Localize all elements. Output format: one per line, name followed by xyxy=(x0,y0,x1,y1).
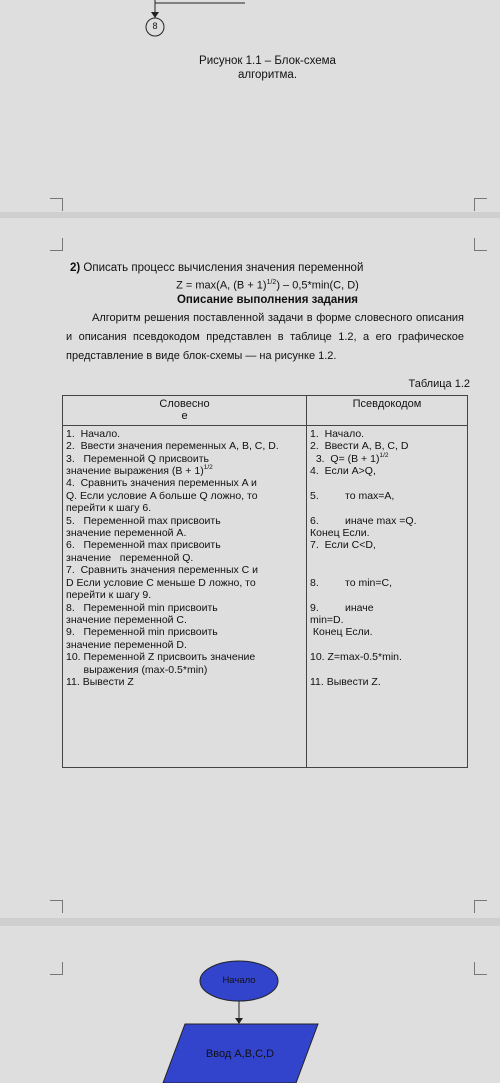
table-line-blank xyxy=(310,564,464,576)
table-line: 10. Z=max-0.5*min. xyxy=(310,651,402,664)
table-line: 8. то min=C, xyxy=(310,576,393,589)
table-line: 5. то max=A, xyxy=(310,489,395,502)
verbal-cell xyxy=(63,425,307,767)
corner-mark xyxy=(474,198,487,211)
table-line: 3. Переменной Q присвоить xyxy=(66,452,210,465)
pseudocode-cell xyxy=(307,425,468,767)
table-line-blank xyxy=(310,477,464,489)
header-verbal-line1: Словесно xyxy=(159,398,210,410)
figure-caption-line1: Рисунок 1.1 – Блок-схема xyxy=(199,55,336,67)
corner-mark xyxy=(50,238,63,251)
table-line: 7. Сравнить значения переменных C и xyxy=(66,564,259,577)
page-1 xyxy=(0,0,500,212)
table-caption: Таблица 1.2 xyxy=(408,378,470,390)
table-line: 10. Переменной Z присвоить значение xyxy=(66,651,256,664)
table-line: 11. Вывести Z xyxy=(66,675,134,688)
table-line: 9. Переменной min присвоить xyxy=(66,626,218,639)
table-line: 11. Вывести Z. xyxy=(310,675,381,688)
connector-label: 8 xyxy=(152,21,158,31)
exponent: 1/2 xyxy=(379,451,389,459)
corner-mark xyxy=(474,238,487,251)
table-line: 2. Ввести A, B, C, D xyxy=(310,440,409,453)
table-line: Конец Если. xyxy=(310,527,370,540)
table-line: 1. Начало. xyxy=(310,427,365,440)
input-label: Ввод A,B,C,D xyxy=(205,1048,275,1060)
table-line-blank xyxy=(310,639,464,651)
description-paragraph: Алгоритм решения поставленной задачи в форме словесного описания и описания псевдокодом представлен в таблице 1.2, а его графическое представление в виде блок-схемы — на рисунке 1.2. xyxy=(66,312,464,362)
table-line: 6. Переменной max присвоить xyxy=(66,539,221,552)
table-line: 6. иначе max =Q. xyxy=(310,514,417,527)
page-gap xyxy=(0,918,500,926)
corner-mark xyxy=(50,198,63,211)
subheading: Описание выполнения задания xyxy=(176,294,359,306)
formula-suffix: ) – 0,5*min(C, D) xyxy=(276,279,359,292)
task-heading xyxy=(70,262,363,274)
flowchart-fragment xyxy=(0,0,500,212)
table-line: 9. иначе xyxy=(310,601,374,614)
table-line: 7. Если C<D, xyxy=(310,539,376,552)
corner-mark xyxy=(50,900,63,913)
task-number: 2) xyxy=(70,262,81,274)
table-line: D Если условие C меньше D ложно, то xyxy=(66,576,256,589)
table-line: значение переменной D. xyxy=(66,638,187,651)
table-line: перейти к шагу 9. xyxy=(66,589,152,602)
table-line-blank xyxy=(310,502,464,514)
corner-mark xyxy=(474,900,487,913)
table-line: значение переменной C. xyxy=(66,613,187,626)
page-3 xyxy=(0,926,500,1083)
table-line: 1. Начало. xyxy=(66,427,121,440)
task-text: Описать процесс вычисления значения переменной xyxy=(80,262,364,274)
table-line-blank xyxy=(310,589,464,601)
table-line: Q. Если условие A больше Q ложно, то xyxy=(66,489,258,502)
table-line: значение выражения $(B + 1)^{1/2}$ xyxy=(66,464,213,478)
algorithm-table xyxy=(62,395,468,768)
table-line: 4. Сравнить значения переменных A и xyxy=(66,477,257,490)
header-verbal-line2: е xyxy=(181,410,188,423)
table-line: значение переменной A. xyxy=(66,527,187,540)
table-line: 4. Если A>Q, xyxy=(310,465,376,478)
table-line-blank xyxy=(310,664,464,676)
start-label: Начало xyxy=(222,975,256,986)
table-line: значение переменной Q. xyxy=(66,551,194,564)
table-line: выражения (max-0.5*min) xyxy=(66,663,208,676)
table-line: перейти к шагу 6. xyxy=(66,502,152,515)
table-line: 8. Переменной min присвоить xyxy=(66,601,218,614)
formula-exponent: 1/2 xyxy=(266,279,277,286)
table-line: 2. Ввести значения переменных A, B, C, D. xyxy=(66,440,279,453)
header-pseudocode: Псевдокодом xyxy=(307,396,468,426)
header-verbal xyxy=(63,396,307,426)
table-line: 3. $Q= (B + 1)^{1/2}$ xyxy=(310,451,389,465)
table-line-blank xyxy=(310,552,464,564)
exponent: 1/2 xyxy=(203,464,213,472)
table-line: 5. Переменной max присвоить xyxy=(66,514,221,527)
table-line: Конец Если. xyxy=(310,626,373,639)
table-line: min=D. xyxy=(310,613,344,626)
figure-caption-line2: алгоритма. xyxy=(237,69,298,81)
formula xyxy=(0,279,500,292)
formula-prefix: Z = max(A, (B + 1) xyxy=(176,279,267,292)
